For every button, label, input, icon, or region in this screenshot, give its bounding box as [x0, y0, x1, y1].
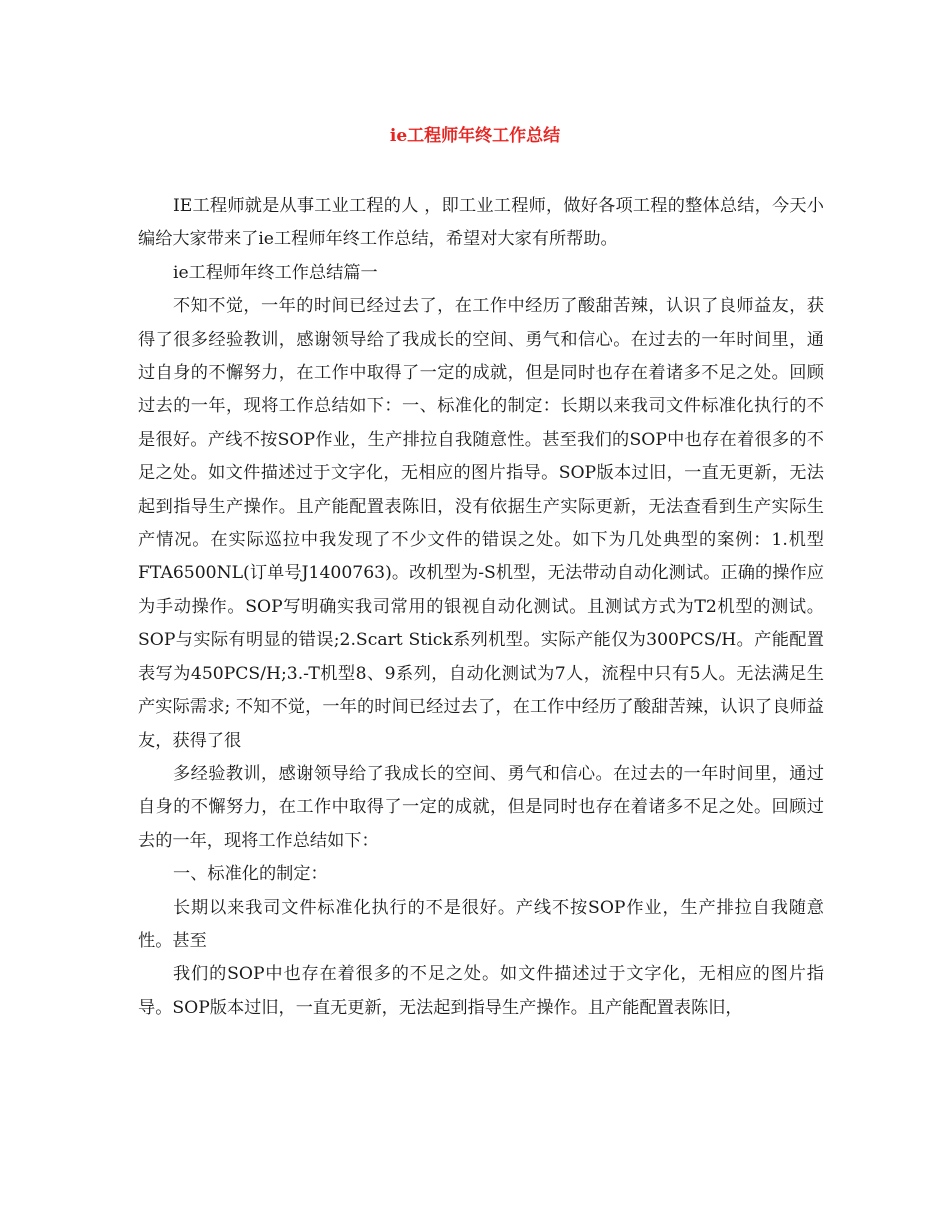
paragraph-intro: IE工程师就是从事工业工程的人 ，即工业工程师，做好各项工程的整体总结，今天小编给大家带来了ie工程师年终工作总结，希望对大家有所帮助。	[138, 196, 824, 250]
paragraph-standardization-2: 我们的SOP中也存在着很多的不足之处。如文件描述过于文字化，无相应的图片指导。SOP版本过旧，一直无更新，无法起到指导生产操作。且产能配置表陈旧，	[138, 964, 824, 1018]
paragraph-summary-long: 不知不觉，一年的时间已经过去了，在工作中经历了酸甜苦辣，认识了良师益友，获得了很多经验教训，感谢领导给了我成长的空间、勇气和信心。在过去的一年时间里，通过自身的不懈努力，在工作中取得了一定的成就，但是同时也存在着诸多不足之处。回顾过去的一年，现将工作总结如下：一、标准化的制定：长期以来我司文件标准化执行的不是很好。产线不按SOP作业，生产排拉自我随意性。甚至我们的SOP中也存在着很多的不足之处。如文件描述过于文字化，无相应的图片指导。SOP版本过旧，一直无更新，无法起到指导生产操作。且产能配置表陈旧，没有依据生产实际更新，无法查看到生产实际生产情况。在实际巡拉中我发现了不少文件的错误之处。如下为几处典型的案例：1.机型FTA6500NL(订单号J1400763)。改机型为-S机型，无法带动自动化测试。正确的操作应为手动操作。SOP写明确实我司常用的银视自动化测试。且测试方式为T2机型的测试。SOP与实际有明显的错误;2.Scart Stick系列机型。实际产能仅为300PCS/H。产能配置表写为450PCS/H;3.-T机型8、9系列，自动化测试为7人，流程中只有5人。无法满足生产实际需求; 不知不觉，一年的时间已经过去了，在工作中经历了酸甜苦辣，认识了良师益友，获得了很	[138, 296, 824, 751]
document-title: ie工程师年终工作总结	[389, 126, 561, 146]
paragraph-standardization-heading: 一、标准化的制定：	[173, 864, 328, 885]
paragraph-summary-continued: 多经验教训，感谢领导给了我成长的空间、勇气和信心。在过去的一年时间里，通过自身的不懈努力，在工作中取得了一定的成就，但是同时也存在着诸多不足之处。回顾过去的一年，现将工作总结如下：	[138, 763, 824, 851]
paragraph-standardization-1: 长期以来我司文件标准化执行的不是很好。产线不按SOP作业，生产排拉自我随意性。甚至	[138, 897, 824, 951]
document-body	[138, 190, 824, 1025]
paragraph-section-heading: ie工程师年终工作总结篇一	[173, 262, 378, 283]
